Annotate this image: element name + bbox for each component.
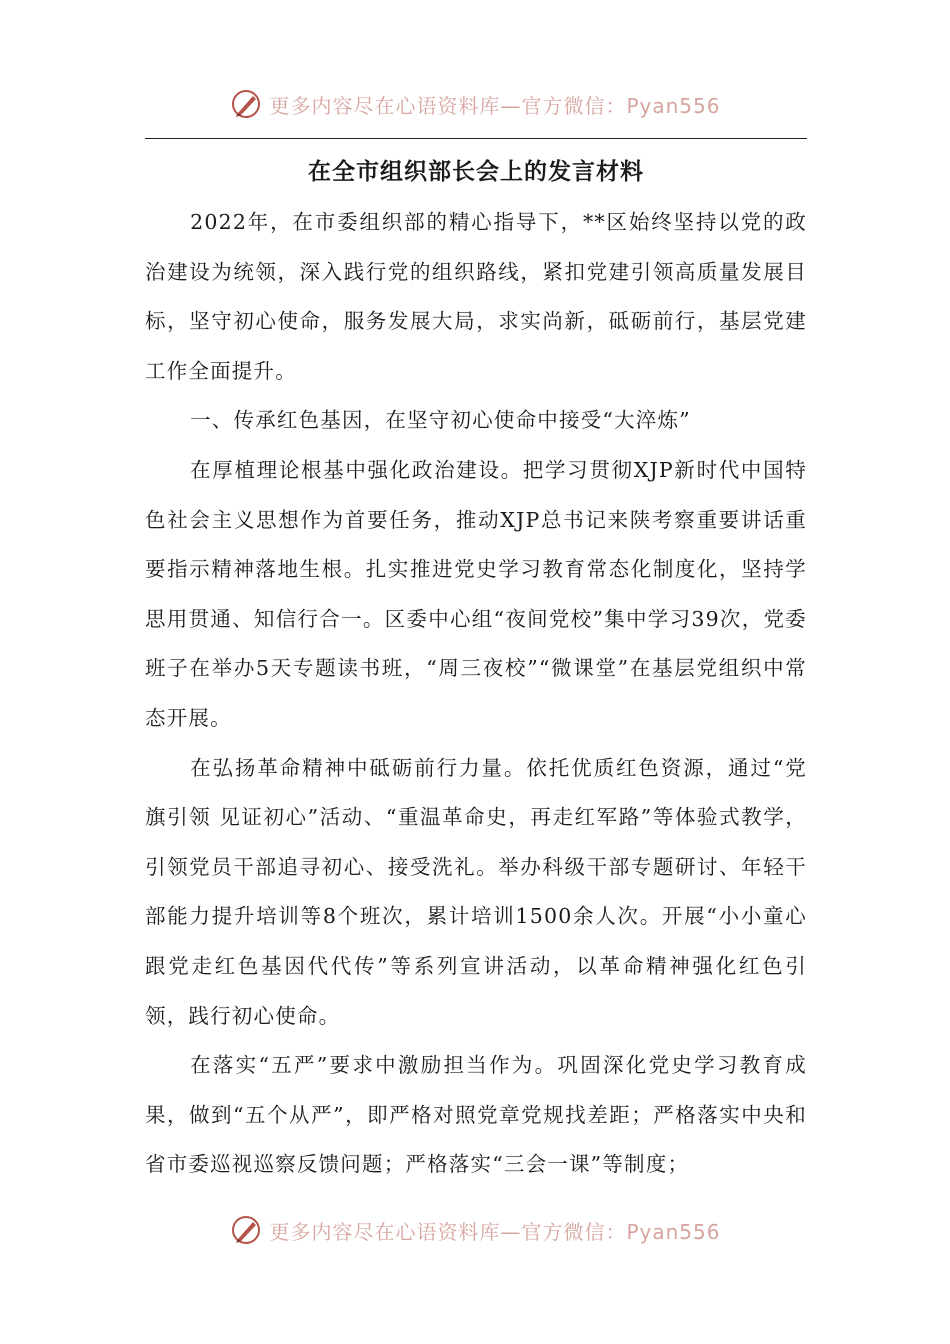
watermark-header — [0, 84, 950, 124]
watermark-text: 更多内容尽在心语资料库—官方微信：Pyan556 — [269, 93, 721, 118]
paragraph-theory: 在厚植理论根基中强化政治建设。把学习贯彻XJP新时代中国特色社会主义思想作为首要任务，推动XJP总书记来陕考察重要讲话重要指示精神落地生根。扎实推进党史学习教育常态化制度化，坚持学思用贯通、知信行合一。区委中心组“夜间党校”集中学习39次，党委班子在举办5天专题读书班，“周三夜校”“微课堂”在基层党组织中常态开展。 — [145, 457, 807, 730]
paragraph-five-strict: 在落实“五严”要求中激励担当作为。巩固深化党史学习教育成果，做到“五个从严”，即严格对照党章党规找差距；严格落实中央和省市委巡视巡察反馈问题；严格落实“三会一课”等制度； — [145, 1053, 807, 1177]
document-body — [145, 150, 807, 1190]
pen-logo-icon — [229, 1213, 263, 1247]
watermark-footer — [0, 1210, 950, 1250]
document-title: 在全市组织部长会上的发言材料 — [308, 159, 644, 185]
header-rule — [145, 138, 807, 139]
paragraph-intro: 2022年，在市委组织部的精心指导下，**区始终坚持以党的政治建设为统领，深入践行党的组织路线，紧扣党建引领高质量发展目标，坚守初心使命，服务发展大局，求实尚新，砥砺前行，基层党建工作全面提升。 — [145, 210, 807, 383]
paragraph-revolution-spirit: 在弘扬革命精神中砥砺前行力量。依托优质红色资源，通过“党旗引领 见证初心”活动、“重温革命史，再走红军路”等体验式教学，引领党员干部追寻初心、接受洗礼。举办科级干部专题研讨、年轻干部能力提升培训等8个班次，累计培训1500余人次。开展“小小童心跟党走红色基因代代传”等系列宣讲活动，以革命精神强化红色引领，践行初心使命。 — [145, 755, 807, 1028]
watermark-text: 更多内容尽在心语资料库—官方微信：Pyan556 — [269, 1219, 721, 1244]
section-heading-1: 一、传承红色基因，在坚守初心使命中接受“大淬炼” — [190, 408, 691, 433]
pen-logo-icon — [229, 87, 263, 121]
